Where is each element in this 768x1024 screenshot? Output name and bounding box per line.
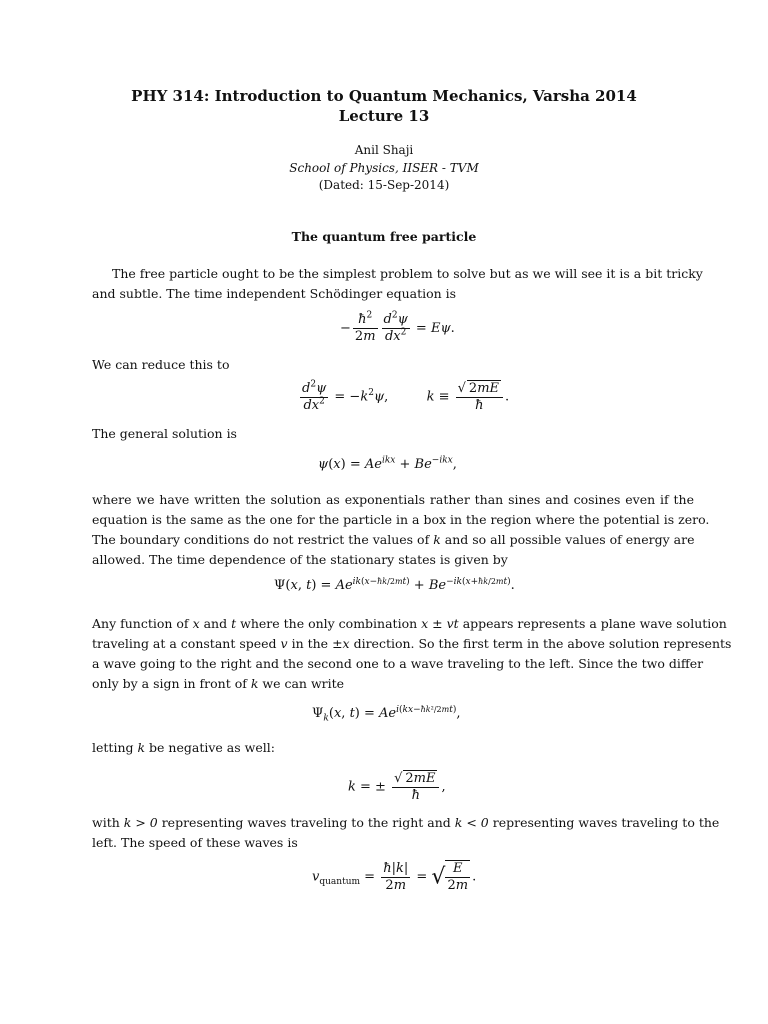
equation-general-solution: $\psi(x) = Ae^{ikx} + Be^{-ikx}$,: [318, 455, 457, 472]
text-line: equation is the same as the one for the particle in a box in the region where the potential is zero.: [92, 512, 710, 527]
paragraph-reduce: [92, 355, 694, 375]
text-line: letting k be negative as well:: [92, 740, 275, 755]
author-affiliation: School of Physics, IISER - TVM: [289, 161, 479, 175]
date-line: (Dated: 15-Sep-2014): [318, 178, 450, 192]
equation-v-quantum: $v_{quantum}$ = $\frac{ħ|k|}{2m}$ = √ $\frac{E}{2m}$ .: [312, 860, 477, 893]
text-line: allowed. The time dependence of the stationary states is given by: [92, 552, 508, 567]
equation-schrodinger: − $\frac{ħ^2}{2m}$ $\frac{d^2\psi}{dx^2}$ = Eψ.: [340, 310, 455, 344]
paragraph-speed: [92, 813, 720, 853]
title-line-2: Lecture 13: [338, 107, 430, 125]
text-line: Any function of x and t where the only combination x ± vt appears represents a plane wave solution: [92, 616, 727, 631]
text-line: We can reduce this to: [92, 357, 230, 372]
text-line: where we have written the solution as exponentials rather than sines and cosines even if the: [92, 492, 694, 507]
author-name: Anil Shaji: [354, 143, 414, 157]
title-line-1: PHY 314: Introduction to Quantum Mechanics, Varsha 2014: [131, 87, 637, 105]
text-line: The free particle ought to be the simplest problem to solve but as we will see it is a bit tricky: [112, 266, 703, 281]
equation-psi-k: $\Psi_k(x$, $t) = Ae^{i(kx-ħk^2/2mt)}$,: [312, 704, 461, 724]
equation-time-dependent: Ψ(x, $t) = Ae^{ik(x-ħk/2mt)} + Be^{-ik(x+ħk/2mt)}$.: [274, 576, 515, 593]
section-title: The quantum free particle: [291, 229, 477, 244]
paper-title: [0, 86, 768, 126]
text-line: The boundary conditions do not restrict the values of k and so all possible values of energy are: [92, 532, 695, 547]
text-line: and subtle. The time independent Schödinger equation is: [92, 286, 457, 301]
paragraph-exponentials: [92, 490, 710, 570]
text-line: left. The speed of these waves is: [92, 835, 298, 850]
text-line: traveling at a constant speed v in the ±x direction. So the first term in the above solution represents: [92, 636, 732, 651]
equation-k-pm: k = ± $\frac{√ 2mE}{ħ}$ ,: [348, 771, 446, 803]
paragraph-plane-wave: [92, 614, 732, 694]
text-line: The general solution is: [92, 426, 237, 441]
paragraph-negative-k: [92, 738, 694, 758]
text-line: only by a sign in front of k we can write: [92, 676, 345, 691]
paragraph-general-solution: [92, 424, 694, 444]
equation-reduced: $\frac{d^2\psi}{dx^2}$ = $-k^2\psi$, k ≡ $\frac{√ 2mE}{ħ}$ .: [302, 379, 510, 413]
text-line: a wave going to the right and the second one to a wave traveling to the left. Since the two differ: [92, 656, 704, 671]
text-line: with k > 0 representing waves traveling to the right and k < 0 representing waves traveling to the: [92, 815, 720, 830]
paragraph-intro: [92, 264, 703, 304]
